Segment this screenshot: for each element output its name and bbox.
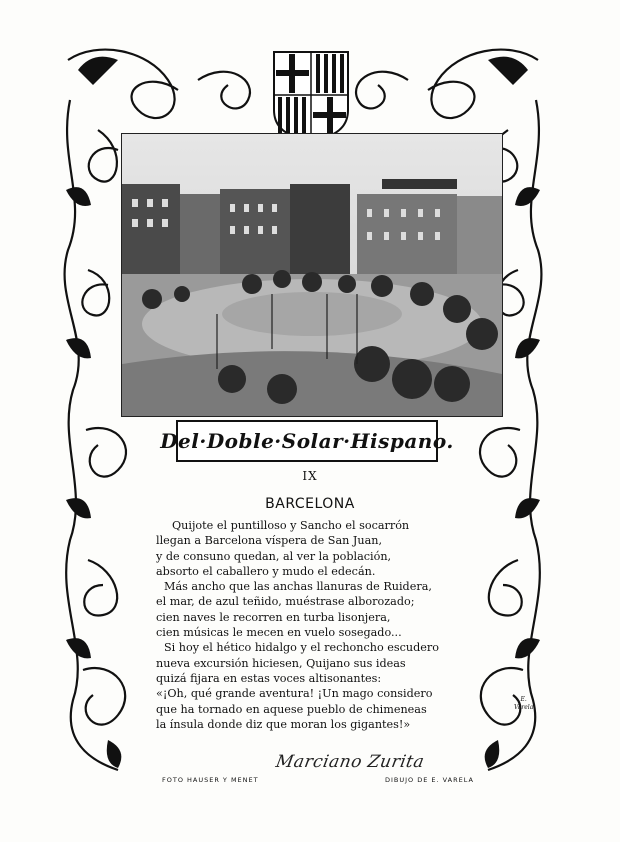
poem-line: Si hoy el hético hidalgo y el rechoncho escudero [164,641,439,655]
drawing-credit: DIBUJO DE E. VARELA [385,776,474,784]
title-banner [160,420,454,462]
artist-initial: E. [520,696,527,703]
poem-line: absorto el caballero y mudo el edecán. [156,564,376,578]
barcelona-coat-of-arms [272,50,350,142]
poem-line: Más ancho que las anchas llanuras de Ruidera, [164,580,432,594]
poem-line: la ínsula donde diz que moran los gigantes!» [156,717,411,731]
poem-line: y de consuno quedan, al ver la población, [156,549,392,563]
poem-line: llegan a Barcelona víspera de San Juan, [156,534,383,548]
author-signature: Marciano Zurita [274,752,426,772]
plaza-photograph [121,133,503,417]
poem-line: quizá fijara en estas voces altisonantes: [156,671,382,685]
photo-credit: FOTO HAUSER Y MENET [162,776,259,784]
artist-name: Varela [514,704,534,711]
poem-line: que ha tornado en aquese pueblo de chimeneas [156,702,427,716]
poem [148,518,458,732]
poem-line: cien músicas le mecen en vuelo sosegado... [156,626,402,640]
poem-line: «¡Oh, qué grande aventura! ¡Un mago considero [156,687,433,701]
poem-line: cien naves le recorren en turba lisonjera, [156,610,391,624]
poem-line: el mar, de azul teñido, muéstrase alborozado; [156,595,415,609]
poem-line: nueva excursión hiciesen, Quijano sus ideas [156,656,406,670]
artist-mark [514,696,533,712]
city-heading: BARCELONA [265,496,355,512]
banner-title: Del·Doble·Solar·Hispano. [160,429,454,453]
section-numeral: IX [302,469,318,483]
poem-line: Quijote el puntilloso y Sancho el socarrón [172,519,410,532]
